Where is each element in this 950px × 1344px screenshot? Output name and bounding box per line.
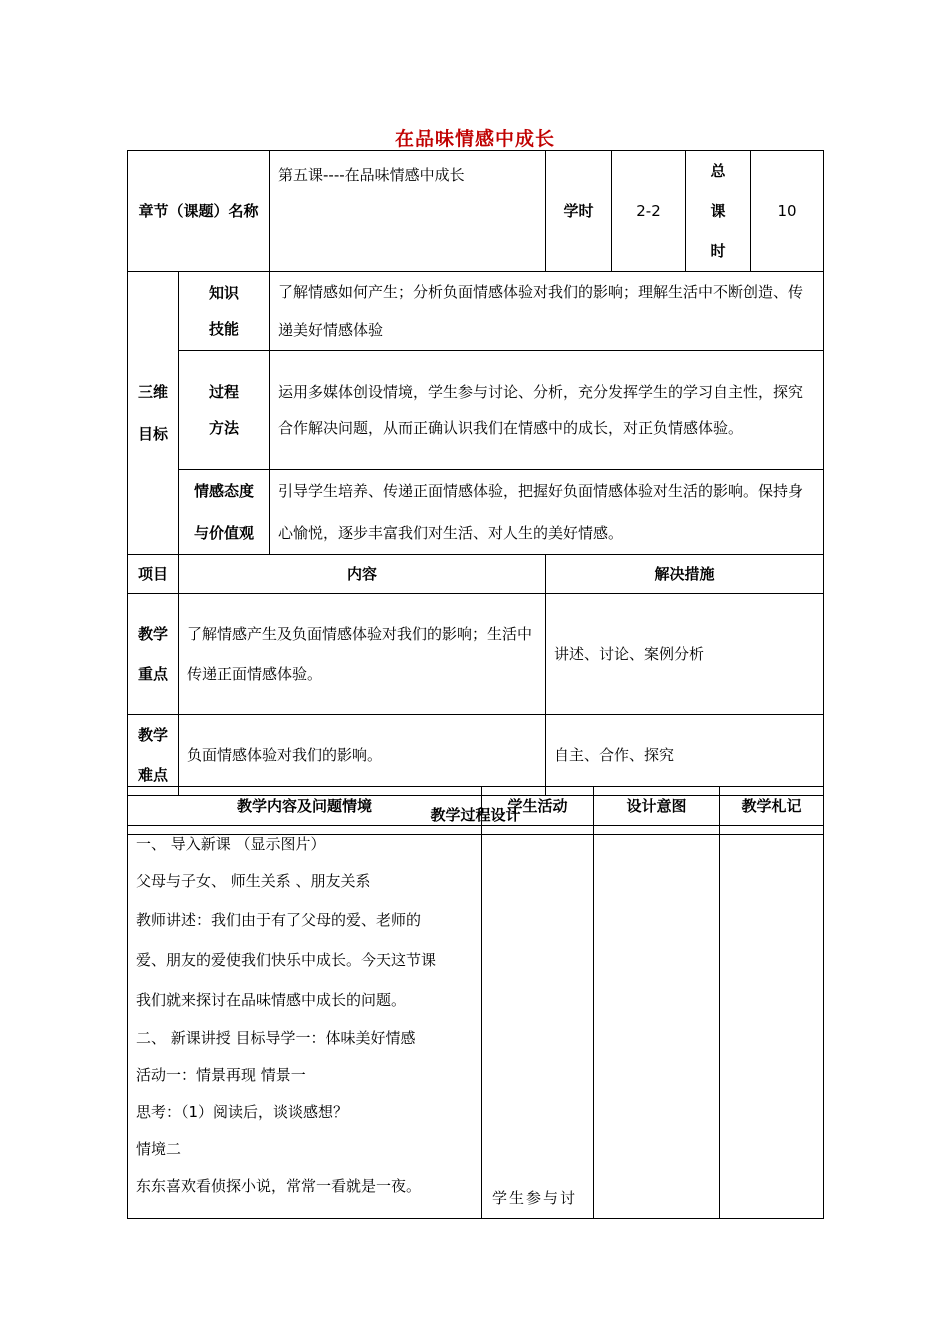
item-measure-cell xyxy=(546,594,824,715)
student-activity-cell xyxy=(482,826,594,1219)
hours-label: 学时 xyxy=(563,202,594,220)
process-content-cell xyxy=(128,826,482,1219)
objective-label-cell xyxy=(179,272,270,351)
items-header-item: 项目 xyxy=(137,565,168,583)
process-line: 情境二 xyxy=(136,1140,182,1158)
hours-value: 2-2 xyxy=(636,202,661,220)
process-line: 活动一：情景再现 情景一 xyxy=(136,1066,306,1084)
total-hours-label-cell xyxy=(686,151,751,272)
objective-label-process: 过程方法 xyxy=(209,383,240,437)
objective-label-cell xyxy=(179,351,270,470)
process-header-cell xyxy=(720,787,824,826)
chapter-label-cell xyxy=(128,151,270,272)
item-label-cell xyxy=(128,594,179,715)
process-header-cell xyxy=(128,787,482,826)
item-content-cell xyxy=(179,594,546,715)
process-header-cell xyxy=(594,787,720,826)
objective-content-process: 运用多媒体创设情境，学生参与讨论、分析，充分发挥学生的学习自主性，探究合作解决问题，从而正确认识我们在情感中的成长，对正负情感体验。 xyxy=(278,383,804,437)
lesson-info-table xyxy=(127,150,824,835)
items-header-content: 内容 xyxy=(347,565,378,583)
chapter-label: 章节（课题）名称 xyxy=(138,202,259,220)
total-hours-value: 10 xyxy=(777,202,797,220)
process-header-content: 教学内容及问题情境 xyxy=(236,797,372,815)
objective-label-knowledge: 知识技能 xyxy=(209,284,240,338)
design-intent-cell xyxy=(594,826,720,1219)
chapter-value-cell xyxy=(270,151,546,272)
objective-label-attitude: 情感态度与价值观 xyxy=(194,482,255,542)
process-header-intent: 设计意图 xyxy=(626,797,687,815)
item-content-key-point: 了解情感产生及负面情感体验对我们的影响；生活中传递正面情感体验。 xyxy=(187,625,533,683)
chapter-value: 第五课----在品味情感中成长 xyxy=(278,166,465,184)
process-table xyxy=(127,786,824,1219)
document-title: 在品味情感中成长 xyxy=(394,128,555,150)
objective-content-cell xyxy=(270,272,824,351)
objective-content-knowledge: 了解情感如何产生；分析负面情感体验对我们的影响；理解生活中不断创造、传递美好情感体验 xyxy=(278,283,804,339)
item-label-cell xyxy=(128,715,179,796)
total-hours-value-cell xyxy=(751,151,824,272)
items-header-cell xyxy=(179,555,546,594)
process-header-cell xyxy=(482,787,594,826)
process-line: 教师讲述：我们由于有了父母的爱、老师的 xyxy=(136,911,422,929)
item-measure-cell xyxy=(546,715,824,796)
objective-label-cell xyxy=(179,470,270,555)
item-measure-difficulty: 自主、合作、探究 xyxy=(554,746,675,764)
objective-content-cell xyxy=(270,470,824,555)
item-label-key-point: 教学重点 xyxy=(137,625,168,683)
objective-content-attitude: 引导学生培养、传递正面情感体验，把握好负面情感体验对生活的影响。保持身心愉悦，逐步丰富我们对生活、对人生的美好情感。 xyxy=(278,482,804,542)
process-header-notes: 教学札记 xyxy=(741,797,802,815)
item-content-cell xyxy=(179,715,546,796)
item-label-difficulty: 教学难点 xyxy=(137,726,168,784)
items-header-cell xyxy=(546,555,824,594)
item-content-difficulty: 负面情感体验对我们的影响。 xyxy=(187,746,383,764)
hours-value-cell xyxy=(612,151,686,272)
objectives-label-cell xyxy=(128,272,179,555)
hours-label-cell xyxy=(546,151,612,272)
items-header-measure: 解决措施 xyxy=(654,565,715,583)
objectives-label: 三维目标 xyxy=(138,383,169,443)
process-line: 父母与子女、 师生关系 、朋友关系 xyxy=(136,872,371,890)
process-line: 东东喜欢看侦探小说，常常一看就是一夜。 xyxy=(136,1177,422,1195)
objective-content-cell xyxy=(270,351,824,470)
process-line: 二、 新课讲授 目标导学一：体味美好情感 xyxy=(136,1029,416,1047)
teaching-notes-cell xyxy=(720,826,824,1219)
process-line: 一、 导入新课 （显示图片） xyxy=(136,835,326,853)
process-title: 教学过程设计 xyxy=(430,806,521,824)
item-measure-key-point: 讲述、讨论、案例分析 xyxy=(554,645,705,663)
items-header-cell xyxy=(128,555,179,594)
total-hours-label: 总课时 xyxy=(710,162,726,260)
student-activity-text: 学生参与讨 xyxy=(492,1189,578,1207)
process-header-student: 学生活动 xyxy=(507,797,568,815)
process-line: 爱、朋友的爱使我们快乐中成长。今天这节课 xyxy=(136,951,437,969)
process-line: 我们就来探讨在品味情感中成长的问题。 xyxy=(136,991,407,1009)
process-line: 思考：（1）阅读后，谈谈感想？ xyxy=(136,1103,349,1121)
